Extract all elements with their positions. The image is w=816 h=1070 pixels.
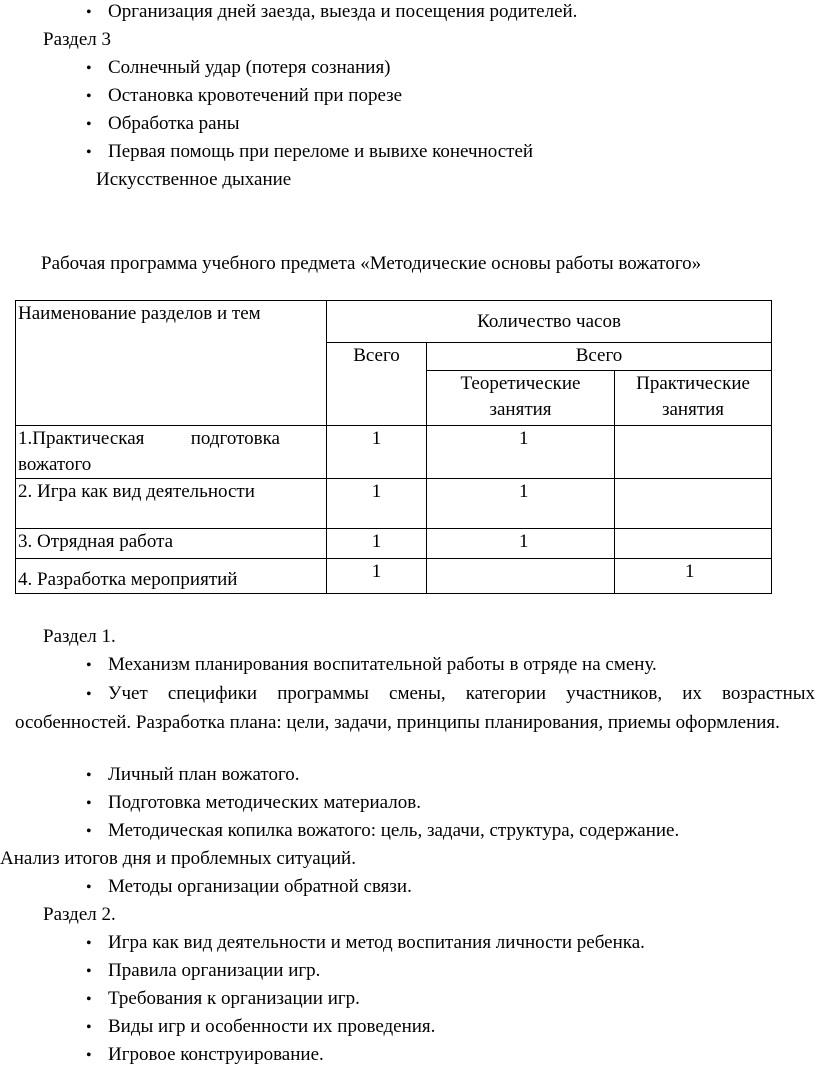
bullet-icon: • <box>86 879 92 896</box>
table-row-practice <box>615 426 772 479</box>
table-row-name: 4. Разработка мероприятий <box>16 559 327 594</box>
bullet-icon: • <box>86 823 92 840</box>
bullet-icon: • <box>86 1047 92 1064</box>
bullet-icon: • <box>86 60 92 77</box>
header-hours-cell: Количество часов <box>327 301 772 343</box>
list-item: • Виды игр и особенности их проведения. <box>86 1016 436 1037</box>
list-item: • Методическая копилка вожатого: цель, задачи, структура, содержание. <box>86 820 680 841</box>
table-row-name: 3. Отрядная работа <box>16 529 327 559</box>
list-item: • Правила организации игр. <box>86 960 321 981</box>
list-item: • Методы организации обратной связи. <box>86 876 412 897</box>
bullet-icon: • <box>86 144 92 161</box>
section-heading: Раздел 2. <box>43 904 116 925</box>
free-line: Анализ итогов дня и проблемных ситуаций. <box>0 848 356 869</box>
table-row-total: 1 <box>327 426 427 479</box>
table-row-name: 2. Игра как вид деятельности <box>16 479 327 529</box>
bullet-icon: • <box>86 991 92 1008</box>
list-item: • Организация дней заезда, выезда и посещения родителей. <box>86 1 578 22</box>
bullet-icon: • <box>86 1019 92 1036</box>
bullet-icon: • <box>86 767 92 784</box>
table-row-practice: 1 <box>615 559 772 594</box>
bullet-icon: • <box>86 657 92 674</box>
table-row-theory: 1 <box>427 479 615 529</box>
list-item: • Требования к организации игр. <box>86 988 360 1009</box>
hours-table <box>15 300 772 594</box>
bullet-icon: • <box>86 686 92 703</box>
plain-item: Искусственное дыхание <box>96 169 292 190</box>
header-practice-cell: Практические занятия <box>615 371 772 426</box>
list-item: • Солнечный удар (потеря сознания) <box>86 57 391 78</box>
section-heading: Раздел 1. <box>43 626 116 647</box>
table-row-total: 1 <box>327 529 427 559</box>
table-row-total: 1 <box>327 479 427 529</box>
table-row-name: 1.Практическая подготовка вожатого <box>16 426 327 479</box>
list-item-justified: • Учет специфики программы смены, категории участников, их возрастных особенностей. Разработка плана: цели, задачи, принципы планирования, приемы оформления. <box>15 683 815 733</box>
bullet-icon: • <box>86 963 92 980</box>
bullet-icon: • <box>86 88 92 105</box>
list-item: • Обработка раны <box>86 113 240 134</box>
header-total2-cell: Всего <box>427 343 772 371</box>
list-item: • Остановка кровотечений при порезе <box>86 85 403 106</box>
header-name-cell: Наименование разделов и тем <box>16 301 327 426</box>
bullet-icon: • <box>86 795 92 812</box>
table-row-total: 1 <box>327 559 427 594</box>
program-title: Рабочая программа учебного предмета «Методические основы работы вожатого» <box>41 253 702 274</box>
bullet-icon: • <box>86 4 92 21</box>
table-row-practice <box>615 529 772 559</box>
bullet-icon: • <box>86 935 92 952</box>
table-row-theory: 1 <box>427 529 615 559</box>
list-item: • Подготовка методических материалов. <box>86 792 421 813</box>
table-row-theory: 1 <box>427 426 615 479</box>
section-heading: Раздел 3 <box>43 29 111 50</box>
list-item: • Механизм планирования воспитательной работы в отряде на смену. <box>86 654 657 675</box>
list-item: • Игровое конструирование. <box>86 1044 324 1065</box>
bullet-icon: • <box>86 116 92 133</box>
list-item: • Игра как вид деятельности и метод воспитания личности ребенка. <box>86 932 645 953</box>
table-row-practice <box>615 479 772 529</box>
list-item: • Первая помощь при переломе и вывихе конечностей <box>86 141 534 162</box>
table-row-theory <box>427 559 615 594</box>
header-theory-cell: Теоретические занятия <box>427 371 615 426</box>
header-total-cell: Всего <box>327 343 427 426</box>
list-item: • Личный план вожатого. <box>86 764 300 785</box>
